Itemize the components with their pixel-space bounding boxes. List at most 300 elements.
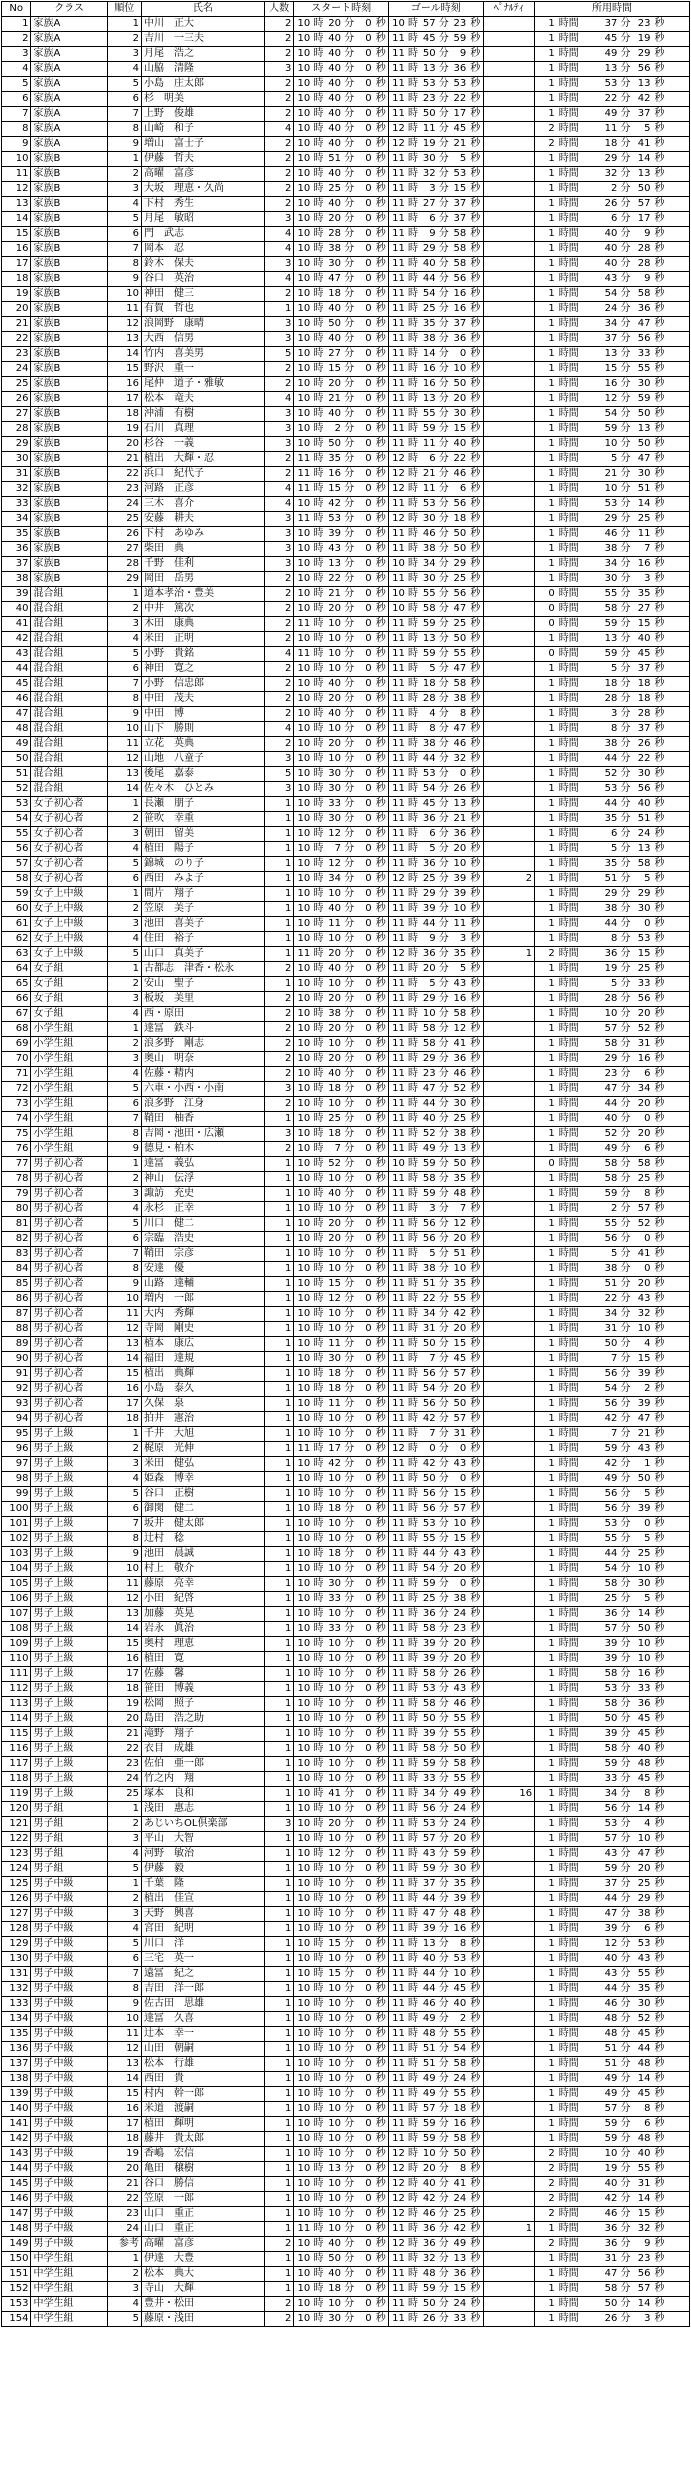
start-minute-unit: 分 — [343, 977, 355, 992]
elapsed-minute-unit: 分 — [619, 1352, 631, 1367]
goal-minute: 51 — [419, 1277, 437, 1292]
goal-minute: 5 — [419, 1247, 437, 1262]
elapsed-hour-unit: 時間 — [557, 272, 600, 287]
row-rank: 6 — [107, 872, 141, 887]
goal-minute-unit: 分 — [438, 137, 450, 152]
row-no: 153 — [2, 2297, 31, 2312]
goal-second: 46 — [450, 467, 468, 482]
elapsed-seconds: 38 — [632, 1907, 653, 1922]
row-rank: 1 — [107, 1877, 141, 1892]
elapsed-second-unit: 秒 — [652, 992, 689, 1007]
goal-hour-unit: 時 — [407, 482, 419, 497]
row-name: 達冨 久喜 — [142, 2012, 265, 2027]
elapsed-second-unit: 秒 — [652, 317, 689, 332]
goal-minute: 22 — [419, 1292, 437, 1307]
elapsed-minutes: 13 — [600, 62, 620, 77]
row-no: 75 — [2, 1127, 31, 1142]
elapsed-seconds: 48 — [632, 2057, 653, 2072]
goal-hour: 11 — [388, 2312, 406, 2327]
goal-hour-unit: 時 — [407, 1022, 419, 1037]
start-second-unit: 秒 — [374, 257, 389, 272]
start-hour-unit: 時 — [312, 152, 324, 167]
start-minute-unit: 分 — [343, 2312, 355, 2327]
start-minute: 10 — [325, 2057, 343, 2072]
start-second: 0 — [355, 1427, 373, 1442]
start-minute-unit: 分 — [343, 152, 355, 167]
start-minute-unit: 分 — [343, 497, 355, 512]
goal-second: 20 — [450, 1832, 468, 1847]
start-hour-unit: 時 — [312, 2072, 324, 2087]
goal-hour-unit: 時 — [407, 392, 419, 407]
elapsed-second-unit: 秒 — [652, 842, 689, 857]
table-row — [2, 452, 690, 467]
elapsed-second-unit: 秒 — [652, 1922, 689, 1937]
elapsed-hours: 1 — [535, 1517, 557, 1532]
row-penalty — [483, 2012, 535, 2027]
start-hour: 10 — [294, 797, 312, 812]
goal-hour: 11 — [388, 1817, 406, 1832]
start-second: 0 — [355, 1412, 373, 1427]
elapsed-hour-unit: 時間 — [557, 182, 600, 197]
row-rank: 27 — [107, 542, 141, 557]
elapsed-second-unit: 秒 — [652, 1172, 689, 1187]
elapsed-hour-unit: 時間 — [557, 2042, 600, 2057]
start-second-unit: 秒 — [374, 797, 389, 812]
goal-minute-unit: 分 — [438, 1172, 450, 1187]
row-count: 1 — [264, 1382, 293, 1397]
table-row — [2, 287, 690, 302]
elapsed-hour-unit: 時間 — [557, 2147, 600, 2162]
start-minute: 40 — [325, 332, 343, 347]
elapsed-second-unit: 秒 — [652, 2177, 689, 2192]
row-no: 154 — [2, 2312, 31, 2327]
start-minute: 40 — [325, 167, 343, 182]
elapsed-second-unit: 秒 — [652, 2312, 689, 2327]
goal-hour-unit: 時 — [407, 2102, 419, 2117]
elapsed-minute-unit: 分 — [619, 1337, 631, 1352]
elapsed-minute-unit: 分 — [619, 1367, 631, 1382]
row-penalty — [483, 632, 535, 647]
elapsed-hours: 2 — [535, 2192, 557, 2207]
start-minute-unit: 分 — [343, 782, 355, 797]
goal-hour-unit: 時 — [407, 1532, 419, 1547]
start-minute: 10 — [325, 662, 343, 677]
table-row — [2, 542, 690, 557]
start-second-unit: 秒 — [374, 362, 389, 377]
start-second: 0 — [355, 602, 373, 617]
row-class: 男子初心者 — [31, 1322, 107, 1337]
elapsed-minute-unit: 分 — [619, 1202, 631, 1217]
goal-minute: 39 — [419, 1637, 437, 1652]
start-hour-unit: 時 — [312, 2282, 324, 2297]
row-no: 133 — [2, 1997, 31, 2012]
row-no: 137 — [2, 2057, 31, 2072]
elapsed-minute-unit: 分 — [619, 197, 631, 212]
start-second: 0 — [355, 1547, 373, 1562]
row-no: 50 — [2, 752, 31, 767]
goal-hour-unit: 時 — [407, 1157, 419, 1172]
goal-minute: 13 — [419, 392, 437, 407]
row-rank: 24 — [107, 1772, 141, 1787]
goal-second: 48 — [450, 1187, 468, 1202]
row-class: 男子中級 — [31, 2147, 107, 2162]
row-no: 23 — [2, 347, 31, 362]
table-row — [2, 1367, 690, 1382]
goal-second-unit: 秒 — [468, 1037, 483, 1052]
goal-minute: 14 — [419, 347, 437, 362]
table-row — [2, 1337, 690, 1352]
row-no: 10 — [2, 152, 31, 167]
elapsed-minute-unit: 分 — [619, 917, 631, 932]
elapsed-seconds: 31 — [632, 1037, 653, 1052]
row-no: 64 — [2, 962, 31, 977]
elapsed-seconds: 28 — [632, 707, 653, 722]
elapsed-hour-unit: 時間 — [557, 737, 600, 752]
start-second-unit: 秒 — [374, 2237, 389, 2252]
elapsed-hours: 1 — [535, 107, 557, 122]
elapsed-second-unit: 秒 — [652, 2132, 689, 2147]
row-count: 1 — [264, 2252, 293, 2267]
row-class: 小学生組 — [31, 1037, 107, 1052]
elapsed-minute-unit: 分 — [619, 227, 631, 242]
elapsed-seconds: 50 — [632, 437, 653, 452]
goal-minute: 11 — [419, 482, 437, 497]
table-row — [2, 1202, 690, 1217]
row-class: 小学生組 — [31, 1142, 107, 1157]
start-hour: 10 — [294, 2057, 312, 2072]
elapsed-hour-unit: 時間 — [557, 122, 600, 137]
elapsed-hour-unit: 時間 — [557, 1172, 600, 1187]
start-second: 0 — [355, 1292, 373, 1307]
elapsed-seconds: 43 — [632, 1442, 653, 1457]
goal-minute: 34 — [419, 1787, 437, 1802]
elapsed-minute-unit: 分 — [619, 1697, 631, 1712]
row-name: 山口 重正 — [142, 2207, 265, 2222]
row-name: 立花 英典 — [142, 737, 265, 752]
elapsed-hours: 1 — [535, 2087, 557, 2102]
start-minute: 42 — [325, 1457, 343, 1472]
goal-hour-unit: 時 — [407, 437, 419, 452]
goal-second: 42 — [450, 1307, 468, 1322]
goal-minute: 58 — [419, 1172, 437, 1187]
start-minute-unit: 分 — [343, 2102, 355, 2117]
row-name: 植出 佳宣 — [142, 1892, 265, 1907]
row-name: 諏訪 充史 — [142, 1187, 265, 1202]
elapsed-seconds: 14 — [632, 1802, 653, 1817]
elapsed-second-unit: 秒 — [652, 392, 689, 407]
start-minute: 10 — [325, 1607, 343, 1622]
row-count: 5 — [264, 347, 293, 362]
start-minute: 47 — [325, 272, 343, 287]
goal-minute: 11 — [419, 437, 437, 452]
row-name: 木田 康典 — [142, 617, 265, 632]
elapsed-minutes: 47 — [600, 1082, 620, 1097]
row-penalty — [483, 1442, 535, 1457]
table-row — [2, 617, 690, 632]
goal-minute: 39 — [419, 1727, 437, 1742]
start-hour: 10 — [294, 212, 312, 227]
table-row — [2, 182, 690, 197]
elapsed-hours: 1 — [535, 1112, 557, 1127]
start-hour: 10 — [294, 662, 312, 677]
goal-second: 35 — [450, 947, 468, 962]
goal-second: 58 — [450, 2132, 468, 2147]
elapsed-hour-unit: 時間 — [557, 92, 600, 107]
goal-minute: 44 — [419, 1967, 437, 1982]
elapsed-minutes: 22 — [600, 1292, 620, 1307]
row-class: 女子初心者 — [31, 797, 107, 812]
elapsed-minute-unit: 分 — [619, 182, 631, 197]
start-second: 0 — [355, 2297, 373, 2312]
row-class: 家族B — [31, 242, 107, 257]
goal-hour: 12 — [388, 467, 406, 482]
goal-second-unit: 秒 — [468, 2057, 483, 2072]
row-class: 家族B — [31, 422, 107, 437]
elapsed-minute-unit: 分 — [619, 1637, 631, 1652]
goal-minute: 36 — [419, 1607, 437, 1622]
elapsed-minutes: 26 — [600, 197, 620, 212]
goal-hour-unit: 時 — [407, 2192, 419, 2207]
elapsed-hours: 1 — [535, 1277, 557, 1292]
goal-hour-unit: 時 — [407, 1802, 419, 1817]
goal-minute-unit: 分 — [438, 1757, 450, 1772]
elapsed-minutes: 57 — [600, 1022, 620, 1037]
row-penalty — [483, 2237, 535, 2252]
table-row — [2, 2012, 690, 2027]
goal-hour: 11 — [388, 1277, 406, 1292]
start-second: 0 — [355, 1007, 373, 1022]
table-row — [2, 1442, 690, 1457]
goal-hour-unit: 時 — [407, 212, 419, 227]
row-class: 小学生組 — [31, 1022, 107, 1037]
goal-minute: 58 — [419, 1667, 437, 1682]
elapsed-seconds: 14 — [632, 1607, 653, 1622]
row-count: 1 — [264, 797, 293, 812]
row-name: 岩永 眞治 — [142, 1622, 265, 1637]
start-hour-unit: 時 — [312, 1532, 324, 1547]
elapsed-hour-unit: 時間 — [557, 482, 600, 497]
goal-second: 0 — [450, 767, 468, 782]
row-no: 111 — [2, 1667, 31, 1682]
goal-hour: 11 — [388, 1247, 406, 1262]
start-second-unit: 秒 — [374, 1922, 389, 1937]
elapsed-hour-unit: 時間 — [557, 527, 600, 542]
table-row — [2, 272, 690, 287]
row-count: 2 — [264, 17, 293, 32]
row-no: 101 — [2, 1517, 31, 1532]
elapsed-hours: 1 — [535, 1682, 557, 1697]
start-minute-unit: 分 — [343, 437, 355, 452]
goal-minute-unit: 分 — [438, 1532, 450, 1547]
row-no: 44 — [2, 662, 31, 677]
row-rank: 22 — [107, 2192, 141, 2207]
elapsed-minute-unit: 分 — [619, 1127, 631, 1142]
goal-second-unit: 秒 — [468, 2117, 483, 2132]
elapsed-hour-unit: 時間 — [557, 947, 600, 962]
start-second: 0 — [355, 152, 373, 167]
start-minute: 10 — [325, 1877, 343, 1892]
row-name: 山口 真美子 — [142, 947, 265, 962]
start-minute: 10 — [325, 1637, 343, 1652]
start-second: 0 — [355, 2192, 373, 2207]
elapsed-minute-unit: 分 — [619, 977, 631, 992]
start-second: 0 — [355, 1967, 373, 1982]
row-class: 中学生組 — [31, 2267, 107, 2282]
goal-minute-unit: 分 — [438, 1817, 450, 1832]
elapsed-hour-unit: 時間 — [557, 2312, 600, 2327]
row-no: 112 — [2, 1682, 31, 1697]
row-name: 天野 興喜 — [142, 1907, 265, 1922]
start-minute-unit: 分 — [343, 182, 355, 197]
start-second: 0 — [355, 1907, 373, 1922]
elapsed-hour-unit: 時間 — [557, 557, 600, 572]
goal-second: 6 — [450, 482, 468, 497]
elapsed-minutes: 54 — [600, 287, 620, 302]
row-no: 136 — [2, 2042, 31, 2057]
start-minute-unit: 分 — [343, 362, 355, 377]
start-minute: 10 — [325, 977, 343, 992]
row-class: 混合組 — [31, 782, 107, 797]
elapsed-minute-unit: 分 — [619, 1502, 631, 1517]
goal-second: 50 — [450, 377, 468, 392]
start-hour: 10 — [294, 1862, 312, 1877]
row-no: 86 — [2, 1292, 31, 1307]
row-penalty — [483, 662, 535, 677]
start-second: 0 — [355, 617, 373, 632]
row-rank: 3 — [107, 1832, 141, 1847]
goal-second: 48 — [450, 1907, 468, 1922]
start-minute-unit: 分 — [343, 1022, 355, 1037]
goal-minute: 38 — [419, 332, 437, 347]
row-penalty: 16 — [483, 1787, 535, 1802]
row-name: 神山 伝浮 — [142, 1172, 265, 1187]
elapsed-hours: 1 — [535, 182, 557, 197]
elapsed-second-unit: 秒 — [652, 47, 689, 62]
row-name: 辻本 幸一 — [142, 2027, 265, 2042]
start-second-unit: 秒 — [374, 2312, 389, 2327]
start-minute-unit: 分 — [343, 1547, 355, 1562]
goal-hour: 12 — [388, 2192, 406, 2207]
goal-hour: 11 — [388, 107, 406, 122]
row-rank: 3 — [107, 617, 141, 632]
goal-second: 55 — [450, 647, 468, 662]
start-hour-unit: 時 — [312, 1292, 324, 1307]
start-hour-unit: 時 — [312, 1217, 324, 1232]
start-minute-unit: 分 — [343, 482, 355, 497]
row-penalty — [483, 1427, 535, 1442]
start-second: 0 — [355, 1742, 373, 1757]
row-penalty — [483, 1982, 535, 1997]
start-hour-unit: 時 — [312, 2117, 324, 2132]
elapsed-seconds: 36 — [632, 302, 653, 317]
start-second-unit: 秒 — [374, 1307, 389, 1322]
start-second-unit: 秒 — [374, 2027, 389, 2042]
row-no: 147 — [2, 2207, 31, 2222]
elapsed-minutes: 58 — [600, 1742, 620, 1757]
goal-minute: 16 — [419, 362, 437, 377]
elapsed-seconds: 56 — [632, 992, 653, 1007]
elapsed-second-unit: 秒 — [652, 572, 689, 587]
start-minute: 40 — [325, 197, 343, 212]
start-minute: 33 — [325, 1622, 343, 1637]
start-minute-unit: 分 — [343, 92, 355, 107]
elapsed-minutes: 56 — [600, 1397, 620, 1412]
row-rank: 3 — [107, 1907, 141, 1922]
row-name: 神田 健三 — [142, 287, 265, 302]
row-name: 佐古田 思雄 — [142, 1997, 265, 2012]
goal-minute-unit: 分 — [438, 1202, 450, 1217]
row-rank: 2 — [107, 1172, 141, 1187]
elapsed-hours: 1 — [535, 707, 557, 722]
row-name: 遠冨 紀之 — [142, 1967, 265, 1982]
goal-second-unit: 秒 — [468, 662, 483, 677]
goal-hour: 11 — [388, 1352, 406, 1367]
start-minute: 52 — [325, 1157, 343, 1172]
elapsed-hours: 1 — [535, 1097, 557, 1112]
row-count: 2 — [264, 962, 293, 977]
row-rank: 5 — [107, 1862, 141, 1877]
goal-hour-unit: 時 — [407, 722, 419, 737]
elapsed-minute-unit: 分 — [619, 797, 631, 812]
start-minute: 20 — [325, 1052, 343, 1067]
start-minute-unit: 分 — [343, 1037, 355, 1052]
start-second: 0 — [355, 1562, 373, 1577]
start-minute: 10 — [325, 617, 343, 632]
elapsed-hours: 1 — [535, 1997, 557, 2012]
start-second: 0 — [355, 1772, 373, 1787]
goal-second: 5 — [450, 152, 468, 167]
start-minute-unit: 分 — [343, 1727, 355, 1742]
start-hour: 10 — [294, 1622, 312, 1637]
row-no: 3 — [2, 47, 31, 62]
elapsed-hour-unit: 時間 — [557, 2117, 600, 2132]
goal-hour-unit: 時 — [407, 1412, 419, 1427]
elapsed-minute-unit: 分 — [619, 2252, 631, 2267]
start-second-unit: 秒 — [374, 662, 389, 677]
row-class: 男子中級 — [31, 2057, 107, 2072]
start-second-unit: 秒 — [374, 1112, 389, 1127]
elapsed-minutes: 59 — [600, 2132, 620, 2147]
table-row — [2, 1907, 690, 1922]
start-minute-unit: 分 — [343, 1097, 355, 1112]
goal-hour: 11 — [388, 1892, 406, 1907]
row-rank: 14 — [107, 2072, 141, 2087]
elapsed-second-unit: 秒 — [652, 467, 689, 482]
start-second: 0 — [355, 182, 373, 197]
elapsed-minutes: 43 — [600, 1967, 620, 1982]
row-no: 142 — [2, 2132, 31, 2147]
elapsed-hours: 1 — [535, 752, 557, 767]
row-class: 小学生組 — [31, 1097, 107, 1112]
row-rank: 8 — [107, 1262, 141, 1277]
goal-second-unit: 秒 — [468, 1577, 483, 1592]
goal-minute-unit: 分 — [438, 1802, 450, 1817]
elapsed-minutes: 38 — [600, 1262, 620, 1277]
elapsed-seconds: 56 — [632, 62, 653, 77]
row-name: 池田 喜美子 — [142, 917, 265, 932]
goal-hour-unit: 時 — [407, 842, 419, 857]
goal-hour-unit: 時 — [407, 857, 419, 872]
row-no: 52 — [2, 782, 31, 797]
goal-minute: 56 — [419, 1367, 437, 1382]
elapsed-minutes: 29 — [600, 887, 620, 902]
goal-minute-unit: 分 — [438, 1727, 450, 1742]
goal-hour: 12 — [388, 122, 406, 137]
elapsed-seconds: 45 — [632, 2087, 653, 2102]
start-minute-unit: 分 — [343, 2147, 355, 2162]
start-second-unit: 秒 — [374, 197, 389, 212]
row-penalty — [483, 2282, 535, 2297]
